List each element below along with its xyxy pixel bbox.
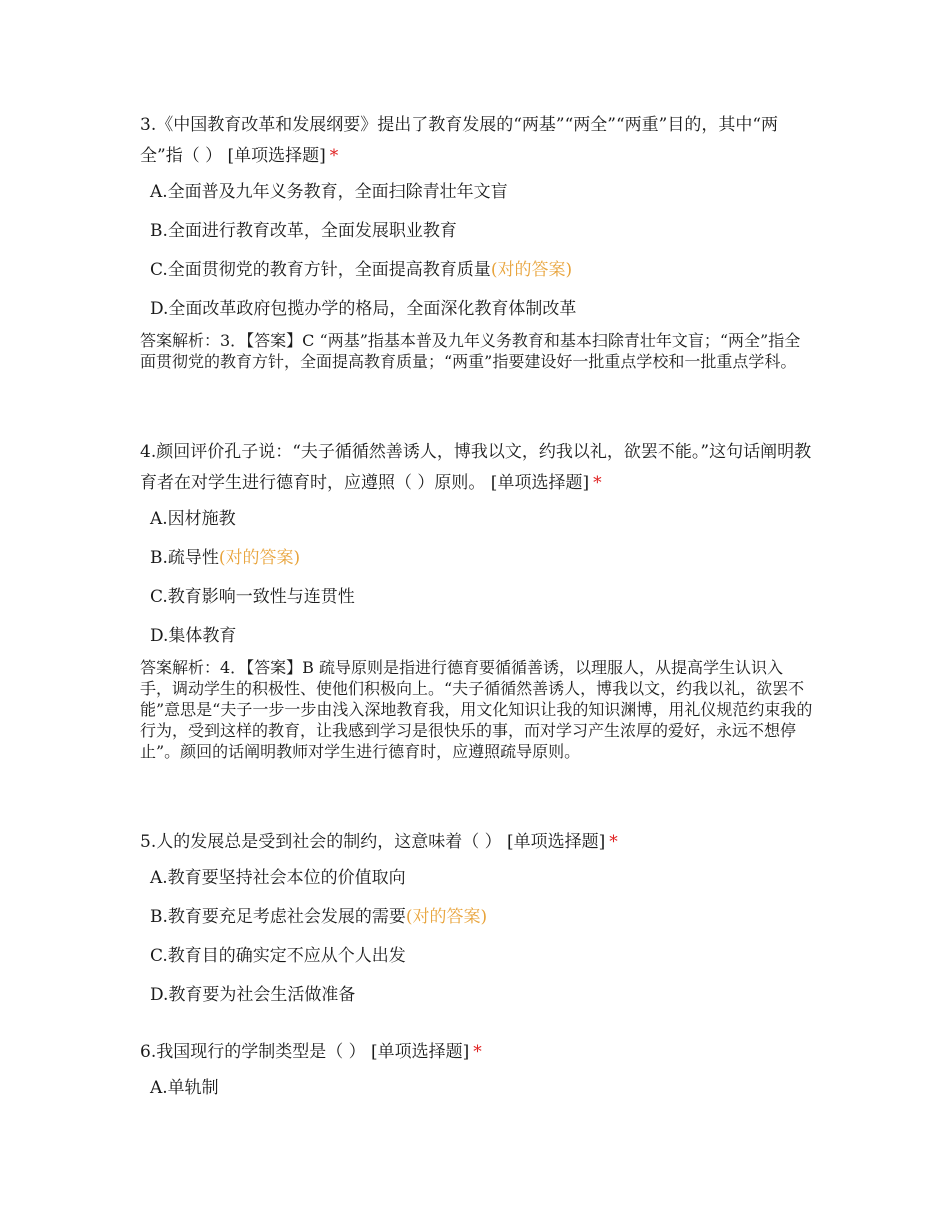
question-title-text: 5.人的发展总是受到社会的制约，这意味着（ ） [单项选择题] (140, 832, 606, 852)
question-title (140, 1037, 820, 1068)
required-mark: * (609, 832, 618, 852)
option-list (150, 866, 820, 1022)
option-b[interactable]: B.全面进行教育改革，全面发展职业教育 (150, 221, 457, 241)
question-title-text: 6.我国现行的学制类型是（ ） [单项选择题] (140, 1042, 470, 1062)
question-title-text: 3.《中国教育改革和发展纲要》提出了教育发展的“两基”“两全”“两重”目的，其中“两全”指（ ） [单项选择题] (140, 115, 779, 166)
option-a[interactable]: A.单轨制 (150, 1078, 219, 1098)
option-d[interactable]: D.集体教育 (150, 626, 237, 646)
answer-analysis: 答案解析：3．【答案】C “两基”指基本普及九年义务教育和基本扫除青壮年文盲；“两全”指全面贯彻党的教育方针，全面提高教育质量；“两重”指要建设好一批重点学校和一批重点学科。 (140, 331, 801, 371)
option-list (150, 507, 820, 663)
option-c[interactable]: C.全面贯彻党的教育方针，全面提高教育质量(对的答案) (150, 260, 573, 280)
option-list (150, 180, 820, 336)
required-mark: * (473, 1042, 482, 1062)
question-title (140, 437, 820, 499)
option-c[interactable]: C.教育目的确实定不应从个人出发 (150, 946, 406, 966)
question-5 (140, 827, 820, 1022)
option-d[interactable]: D.全面改革政府包揽办学的格局，全面深化教育体制改革 (150, 299, 577, 319)
question-title (140, 827, 820, 858)
option-a[interactable]: A.全面普及九年义务教育，全面扫除青壮年文盲 (150, 182, 508, 202)
question-title-text: 4.颜回评价孔子说：“夫子循循然善诱人，博我以文，约我以礼，欲罢不能。”这句话阐明教育者在对学生进行德育时，应遵照（ ）原则。 [单项选择题] (140, 442, 812, 493)
option-b[interactable]: B.疏导性(对的答案) (150, 548, 301, 568)
required-mark: * (593, 473, 602, 493)
option-c[interactable]: C.教育影响一致性与连贯性 (150, 587, 355, 607)
option-a[interactable]: A.因材施教 (150, 509, 236, 529)
option-a[interactable]: A.教育要坚持社会本位的价值取向 (150, 868, 406, 888)
question-6 (140, 1037, 820, 1115)
option-b[interactable]: B.教育要充足考虑社会发展的需要(对的答案) (150, 907, 488, 927)
correct-answer-tag: (对的答案) (490, 260, 573, 280)
question-title (140, 110, 820, 172)
required-mark: * (329, 146, 339, 166)
answer-analysis: 答案解析：4．【答案】B 疏导原则是指进行德育要循循善诱，以理服人，从提高学生认识入手，调动学生的积极性、使他们积极向上。“夫子循循然善诱人，博我以文，约我以礼，欲罢不能”意思是“夫子一步一步由浅入深地教育我，用文化知识让我的知识渊博，用礼仪规范约束我的行为，受到这样的教育，让我感到学习是很快乐的事，而对学习产生浓厚的爱好，永远不想停止”。颜回的话阐明教师对学生进行德育时，应遵照疏导原则。 (140, 658, 813, 761)
option-list (150, 1076, 820, 1115)
correct-answer-tag: (对的答案) (218, 548, 301, 568)
question-4 (140, 437, 820, 762)
question-3 (140, 110, 820, 372)
option-d[interactable]: D.教育要为社会生活做准备 (150, 985, 356, 1005)
correct-answer-tag: (对的答案) (405, 907, 488, 927)
